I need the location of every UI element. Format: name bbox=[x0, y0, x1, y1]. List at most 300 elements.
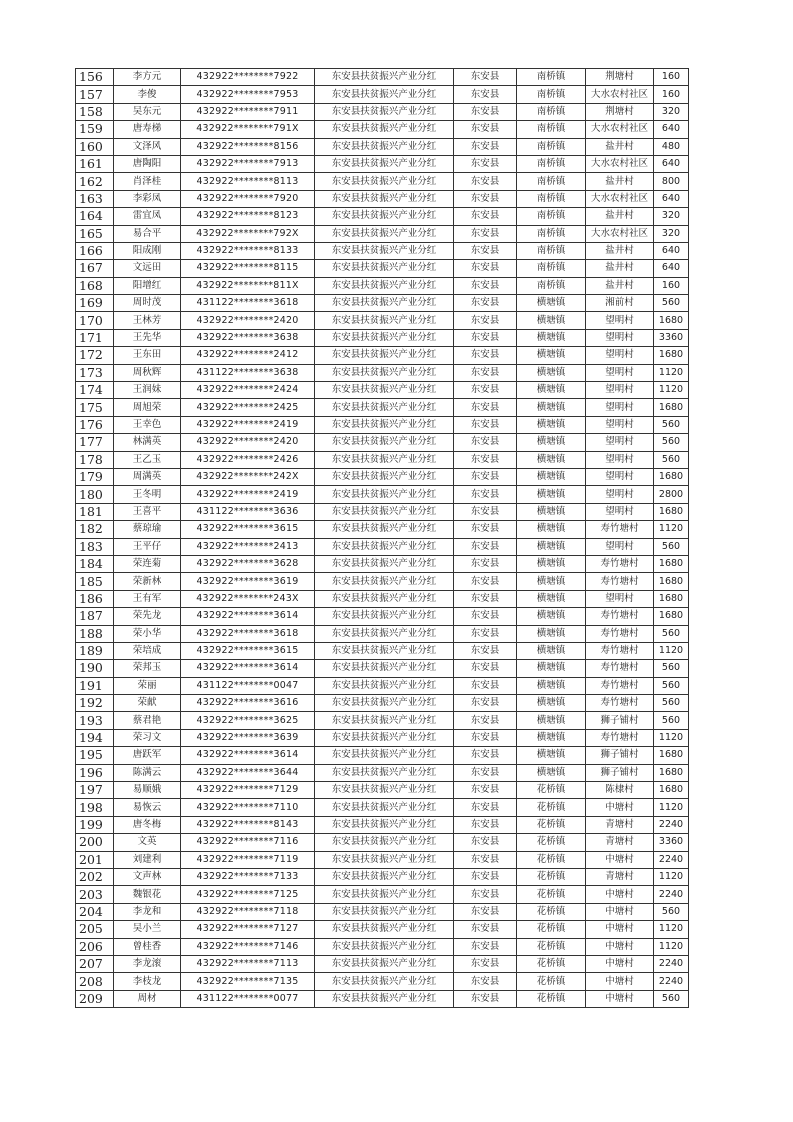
town-cell: 横塘镇 bbox=[517, 347, 586, 364]
village-cell: 陈棣村 bbox=[586, 782, 654, 799]
payout-item-cell: 东安县扶贫振兴产业分红 bbox=[315, 416, 454, 433]
amount-cell: 560 bbox=[654, 451, 689, 468]
amount-cell: 560 bbox=[654, 416, 689, 433]
town-cell: 横塘镇 bbox=[517, 295, 586, 312]
county-cell: 东安县 bbox=[454, 590, 517, 607]
payout-item-cell: 东安县扶贫振兴产业分红 bbox=[315, 538, 454, 555]
amount-cell: 1120 bbox=[654, 868, 689, 885]
recipient-name-cell: 王喜平 bbox=[114, 503, 181, 520]
table-row bbox=[76, 782, 689, 799]
county-cell: 东安县 bbox=[454, 329, 517, 346]
amount-cell: 1680 bbox=[654, 590, 689, 607]
county-cell: 东安县 bbox=[454, 625, 517, 642]
id-number-cell: 432922********7125 bbox=[181, 886, 315, 903]
county-cell: 东安县 bbox=[454, 816, 517, 833]
town-cell: 横塘镇 bbox=[517, 590, 586, 607]
village-cell: 中塘村 bbox=[586, 938, 654, 955]
county-cell: 东安县 bbox=[454, 208, 517, 225]
village-cell: 盐井村 bbox=[586, 138, 654, 155]
county-cell: 东安县 bbox=[454, 990, 517, 1007]
payout-item-cell: 东安县扶贫振兴产业分红 bbox=[315, 173, 454, 190]
recipient-name-cell: 文远田 bbox=[114, 260, 181, 277]
county-cell: 东安县 bbox=[454, 782, 517, 799]
recipient-name-cell: 王乙玉 bbox=[114, 451, 181, 468]
town-cell: 横塘镇 bbox=[517, 747, 586, 764]
amount-cell: 640 bbox=[654, 242, 689, 259]
row-number-cell: 189 bbox=[76, 642, 114, 659]
village-cell: 青塘村 bbox=[586, 834, 654, 851]
county-cell: 东安县 bbox=[454, 260, 517, 277]
payout-item-cell: 东安县扶贫振兴产业分红 bbox=[315, 608, 454, 625]
county-cell: 东安县 bbox=[454, 573, 517, 590]
recipient-name-cell: 李枝龙 bbox=[114, 973, 181, 990]
payout-item-cell: 东安县扶贫振兴产业分红 bbox=[315, 921, 454, 938]
town-cell: 南桥镇 bbox=[517, 208, 586, 225]
amount-cell: 320 bbox=[654, 103, 689, 120]
table-row bbox=[76, 903, 689, 920]
table-row bbox=[76, 503, 689, 520]
row-number-cell: 168 bbox=[76, 277, 114, 294]
amount-cell: 1680 bbox=[654, 573, 689, 590]
recipient-name-cell: 易恢云 bbox=[114, 799, 181, 816]
county-cell: 东安县 bbox=[454, 660, 517, 677]
payout-item-cell: 东安县扶贫振兴产业分红 bbox=[315, 938, 454, 955]
id-number-cell: 432922********8143 bbox=[181, 816, 315, 833]
county-cell: 东安县 bbox=[454, 312, 517, 329]
id-number-cell: 432922********242X bbox=[181, 468, 315, 485]
payout-item-cell: 东安县扶贫振兴产业分红 bbox=[315, 486, 454, 503]
amount-cell: 640 bbox=[654, 155, 689, 172]
village-cell: 寿竹塘村 bbox=[586, 660, 654, 677]
row-number-cell: 164 bbox=[76, 208, 114, 225]
row-number-cell: 196 bbox=[76, 764, 114, 781]
county-cell: 东安县 bbox=[454, 103, 517, 120]
table-row bbox=[76, 329, 689, 346]
id-number-cell: 432922********7146 bbox=[181, 938, 315, 955]
table-row bbox=[76, 347, 689, 364]
recipient-name-cell: 周满英 bbox=[114, 468, 181, 485]
town-cell: 横塘镇 bbox=[517, 695, 586, 712]
amount-cell: 640 bbox=[654, 121, 689, 138]
row-number-cell: 170 bbox=[76, 312, 114, 329]
table-row bbox=[76, 555, 689, 572]
id-number-cell: 431122********0077 bbox=[181, 990, 315, 1007]
row-number-cell: 206 bbox=[76, 938, 114, 955]
amount-cell: 800 bbox=[654, 173, 689, 190]
payout-item-cell: 东安县扶贫振兴产业分红 bbox=[315, 660, 454, 677]
row-number-cell: 200 bbox=[76, 834, 114, 851]
county-cell: 东安县 bbox=[454, 468, 517, 485]
table-row bbox=[76, 625, 689, 642]
county-cell: 东安县 bbox=[454, 69, 517, 86]
recipient-name-cell: 荣新林 bbox=[114, 573, 181, 590]
county-cell: 东安县 bbox=[454, 799, 517, 816]
table-row bbox=[76, 434, 689, 451]
id-number-cell: 432922********3616 bbox=[181, 695, 315, 712]
table-row bbox=[76, 695, 689, 712]
town-cell: 南桥镇 bbox=[517, 260, 586, 277]
id-number-cell: 432922********8123 bbox=[181, 208, 315, 225]
id-number-cell: 431122********0047 bbox=[181, 677, 315, 694]
amount-cell: 2800 bbox=[654, 486, 689, 503]
town-cell: 南桥镇 bbox=[517, 138, 586, 155]
amount-cell: 2240 bbox=[654, 955, 689, 972]
table-row bbox=[76, 208, 689, 225]
row-number-cell: 204 bbox=[76, 903, 114, 920]
row-number-cell: 161 bbox=[76, 155, 114, 172]
recipient-name-cell: 周时茂 bbox=[114, 295, 181, 312]
table-row bbox=[76, 747, 689, 764]
town-cell: 南桥镇 bbox=[517, 103, 586, 120]
amount-cell: 2240 bbox=[654, 973, 689, 990]
county-cell: 东安县 bbox=[454, 399, 517, 416]
id-number-cell: 431122********3636 bbox=[181, 503, 315, 520]
id-number-cell: 432922********7129 bbox=[181, 782, 315, 799]
village-cell: 寿竹塘村 bbox=[586, 729, 654, 746]
village-cell: 青塘村 bbox=[586, 868, 654, 885]
table-row bbox=[76, 155, 689, 172]
id-number-cell: 432922********7118 bbox=[181, 903, 315, 920]
village-cell: 寿竹塘村 bbox=[586, 677, 654, 694]
village-cell: 狮子铺村 bbox=[586, 764, 654, 781]
county-cell: 东安县 bbox=[454, 921, 517, 938]
row-number-cell: 193 bbox=[76, 712, 114, 729]
village-cell: 寿竹塘村 bbox=[586, 573, 654, 590]
county-cell: 东安县 bbox=[454, 695, 517, 712]
amount-cell: 1120 bbox=[654, 382, 689, 399]
recipient-name-cell: 文英 bbox=[114, 834, 181, 851]
payout-item-cell: 东安县扶贫振兴产业分红 bbox=[315, 677, 454, 694]
table-row bbox=[76, 677, 689, 694]
town-cell: 南桥镇 bbox=[517, 155, 586, 172]
row-number-cell: 201 bbox=[76, 851, 114, 868]
town-cell: 横塘镇 bbox=[517, 573, 586, 590]
id-number-cell: 432922********8133 bbox=[181, 242, 315, 259]
table-row bbox=[76, 451, 689, 468]
village-cell: 盐井村 bbox=[586, 208, 654, 225]
village-cell: 盐井村 bbox=[586, 242, 654, 259]
recipient-name-cell: 刘建利 bbox=[114, 851, 181, 868]
row-number-cell: 203 bbox=[76, 886, 114, 903]
recipient-name-cell: 周旭荣 bbox=[114, 399, 181, 416]
table-row bbox=[76, 416, 689, 433]
county-cell: 东安县 bbox=[454, 886, 517, 903]
village-cell: 中塘村 bbox=[586, 886, 654, 903]
village-cell: 望明村 bbox=[586, 364, 654, 381]
town-cell: 横塘镇 bbox=[517, 608, 586, 625]
recipient-name-cell: 曾桂香 bbox=[114, 938, 181, 955]
amount-cell: 1120 bbox=[654, 938, 689, 955]
id-number-cell: 432922********243X bbox=[181, 590, 315, 607]
payout-item-cell: 东安县扶贫振兴产业分红 bbox=[315, 468, 454, 485]
payout-item-cell: 东安县扶贫振兴产业分红 bbox=[315, 990, 454, 1007]
amount-cell: 560 bbox=[654, 538, 689, 555]
amount-cell: 160 bbox=[654, 69, 689, 86]
table-row bbox=[76, 382, 689, 399]
id-number-cell: 432922********2419 bbox=[181, 486, 315, 503]
amount-cell: 1120 bbox=[654, 521, 689, 538]
id-number-cell: 432922********811X bbox=[181, 277, 315, 294]
recipient-name-cell: 吴小兰 bbox=[114, 921, 181, 938]
table-row bbox=[76, 364, 689, 381]
payout-item-cell: 东安县扶贫振兴产业分红 bbox=[315, 729, 454, 746]
id-number-cell: 432922********7113 bbox=[181, 955, 315, 972]
table-row bbox=[76, 938, 689, 955]
town-cell: 横塘镇 bbox=[517, 329, 586, 346]
recipient-name-cell: 肖泽桂 bbox=[114, 173, 181, 190]
town-cell: 南桥镇 bbox=[517, 121, 586, 138]
row-number-cell: 186 bbox=[76, 590, 114, 607]
id-number-cell: 432922********7110 bbox=[181, 799, 315, 816]
county-cell: 东安县 bbox=[454, 86, 517, 103]
id-number-cell: 432922********7119 bbox=[181, 851, 315, 868]
table-row bbox=[76, 538, 689, 555]
town-cell: 横塘镇 bbox=[517, 382, 586, 399]
county-cell: 东安县 bbox=[454, 903, 517, 920]
recipient-name-cell: 文声林 bbox=[114, 868, 181, 885]
town-cell: 横塘镇 bbox=[517, 625, 586, 642]
id-number-cell: 432922********3614 bbox=[181, 747, 315, 764]
row-number-cell: 159 bbox=[76, 121, 114, 138]
amount-cell: 2240 bbox=[654, 851, 689, 868]
recipient-name-cell: 荣丽 bbox=[114, 677, 181, 694]
amount-cell: 1120 bbox=[654, 729, 689, 746]
county-cell: 东安县 bbox=[454, 729, 517, 746]
row-number-cell: 202 bbox=[76, 868, 114, 885]
recipient-name-cell: 唐陶阳 bbox=[114, 155, 181, 172]
payout-item-cell: 东安县扶贫振兴产业分红 bbox=[315, 695, 454, 712]
recipient-name-cell: 唐寿梯 bbox=[114, 121, 181, 138]
row-number-cell: 176 bbox=[76, 416, 114, 433]
id-number-cell: 432922********3628 bbox=[181, 555, 315, 572]
town-cell: 横塘镇 bbox=[517, 677, 586, 694]
town-cell: 花桥镇 bbox=[517, 903, 586, 920]
county-cell: 东安县 bbox=[454, 747, 517, 764]
row-number-cell: 174 bbox=[76, 382, 114, 399]
row-number-cell: 197 bbox=[76, 782, 114, 799]
row-number-cell: 199 bbox=[76, 816, 114, 833]
payout-item-cell: 东安县扶贫振兴产业分红 bbox=[315, 225, 454, 242]
payout-item-cell: 东安县扶贫振兴产业分红 bbox=[315, 555, 454, 572]
village-cell: 望明村 bbox=[586, 312, 654, 329]
row-number-cell: 160 bbox=[76, 138, 114, 155]
payout-item-cell: 东安县扶贫振兴产业分红 bbox=[315, 712, 454, 729]
town-cell: 横塘镇 bbox=[517, 660, 586, 677]
recipient-name-cell: 蔡君艳 bbox=[114, 712, 181, 729]
payout-item-cell: 东安县扶贫振兴产业分红 bbox=[315, 747, 454, 764]
town-cell: 花桥镇 bbox=[517, 886, 586, 903]
amount-cell: 160 bbox=[654, 277, 689, 294]
id-number-cell: 432922********2426 bbox=[181, 451, 315, 468]
row-number-cell: 165 bbox=[76, 225, 114, 242]
payout-item-cell: 东安县扶贫振兴产业分红 bbox=[315, 260, 454, 277]
id-number-cell: 432922********8113 bbox=[181, 173, 315, 190]
county-cell: 东安县 bbox=[454, 138, 517, 155]
id-number-cell: 432922********8156 bbox=[181, 138, 315, 155]
table-row bbox=[76, 69, 689, 86]
id-number-cell: 432922********3615 bbox=[181, 642, 315, 659]
county-cell: 东安县 bbox=[454, 416, 517, 433]
recipient-name-cell: 陈满云 bbox=[114, 764, 181, 781]
amount-cell: 1680 bbox=[654, 782, 689, 799]
table-row bbox=[76, 260, 689, 277]
village-cell: 盐井村 bbox=[586, 173, 654, 190]
amount-cell: 320 bbox=[654, 225, 689, 242]
id-number-cell: 432922********7133 bbox=[181, 868, 315, 885]
town-cell: 横塘镇 bbox=[517, 451, 586, 468]
village-cell: 望明村 bbox=[586, 538, 654, 555]
id-number-cell: 432922********3618 bbox=[181, 625, 315, 642]
table-row bbox=[76, 295, 689, 312]
recipient-name-cell: 周材 bbox=[114, 990, 181, 1007]
recipient-name-cell: 吴东元 bbox=[114, 103, 181, 120]
payout-item-cell: 东安县扶贫振兴产业分红 bbox=[315, 329, 454, 346]
table-row bbox=[76, 990, 689, 1007]
payout-item-cell: 东安县扶贫振兴产业分红 bbox=[315, 295, 454, 312]
county-cell: 东安县 bbox=[454, 155, 517, 172]
amount-cell: 560 bbox=[654, 677, 689, 694]
amount-cell: 560 bbox=[654, 295, 689, 312]
county-cell: 东安县 bbox=[454, 347, 517, 364]
village-cell: 望明村 bbox=[586, 590, 654, 607]
recipient-name-cell: 魏银花 bbox=[114, 886, 181, 903]
row-number-cell: 183 bbox=[76, 538, 114, 555]
payout-item-cell: 东安县扶贫振兴产业分红 bbox=[315, 277, 454, 294]
amount-cell: 1120 bbox=[654, 799, 689, 816]
county-cell: 东安县 bbox=[454, 851, 517, 868]
amount-cell: 1680 bbox=[654, 399, 689, 416]
county-cell: 东安县 bbox=[454, 173, 517, 190]
village-cell: 盐井村 bbox=[586, 260, 654, 277]
table-row bbox=[76, 242, 689, 259]
id-number-cell: 432922********2419 bbox=[181, 416, 315, 433]
row-number-cell: 162 bbox=[76, 173, 114, 190]
payout-item-cell: 东安县扶贫振兴产业分红 bbox=[315, 625, 454, 642]
recipient-name-cell: 林满英 bbox=[114, 434, 181, 451]
village-cell: 大水农村社区 bbox=[586, 86, 654, 103]
payout-item-cell: 东安县扶贫振兴产业分红 bbox=[315, 208, 454, 225]
town-cell: 南桥镇 bbox=[517, 86, 586, 103]
table-row bbox=[76, 138, 689, 155]
recipient-name-cell: 王润妹 bbox=[114, 382, 181, 399]
county-cell: 东安县 bbox=[454, 364, 517, 381]
amount-cell: 1120 bbox=[654, 364, 689, 381]
amount-cell: 2240 bbox=[654, 886, 689, 903]
row-number-cell: 181 bbox=[76, 503, 114, 520]
id-number-cell: 432922********2420 bbox=[181, 434, 315, 451]
recipient-name-cell: 蔡琼瑜 bbox=[114, 521, 181, 538]
village-cell: 中塘村 bbox=[586, 921, 654, 938]
village-cell: 中塘村 bbox=[586, 903, 654, 920]
id-number-cell: 432922********2425 bbox=[181, 399, 315, 416]
village-cell: 寿竹塘村 bbox=[586, 695, 654, 712]
payout-item-cell: 东安县扶贫振兴产业分红 bbox=[315, 503, 454, 520]
row-number-cell: 177 bbox=[76, 434, 114, 451]
row-number-cell: 195 bbox=[76, 747, 114, 764]
id-number-cell: 432922********7920 bbox=[181, 190, 315, 207]
town-cell: 花桥镇 bbox=[517, 851, 586, 868]
county-cell: 东安县 bbox=[454, 242, 517, 259]
table-row bbox=[76, 642, 689, 659]
payout-item-cell: 东安县扶贫振兴产业分红 bbox=[315, 816, 454, 833]
id-number-cell: 432922********7953 bbox=[181, 86, 315, 103]
payout-item-cell: 东安县扶贫振兴产业分红 bbox=[315, 764, 454, 781]
amount-cell: 640 bbox=[654, 190, 689, 207]
town-cell: 横塘镇 bbox=[517, 712, 586, 729]
amount-cell: 560 bbox=[654, 990, 689, 1007]
town-cell: 横塘镇 bbox=[517, 399, 586, 416]
recipient-name-cell: 唐跃军 bbox=[114, 747, 181, 764]
town-cell: 南桥镇 bbox=[517, 190, 586, 207]
recipient-name-cell: 李龙滚 bbox=[114, 955, 181, 972]
recipient-name-cell: 唐冬梅 bbox=[114, 816, 181, 833]
county-cell: 东安县 bbox=[454, 295, 517, 312]
payout-table-page bbox=[75, 68, 688, 1008]
town-cell: 横塘镇 bbox=[517, 729, 586, 746]
recipient-name-cell: 王平仔 bbox=[114, 538, 181, 555]
payout-table bbox=[75, 68, 689, 1008]
payout-item-cell: 东安县扶贫振兴产业分红 bbox=[315, 851, 454, 868]
amount-cell: 560 bbox=[654, 660, 689, 677]
payout-item-cell: 东安县扶贫振兴产业分红 bbox=[315, 399, 454, 416]
payout-item-cell: 东安县扶贫振兴产业分红 bbox=[315, 590, 454, 607]
payout-item-cell: 东安县扶贫振兴产业分红 bbox=[315, 155, 454, 172]
table-row bbox=[76, 225, 689, 242]
village-cell: 寿竹塘村 bbox=[586, 521, 654, 538]
amount-cell: 1680 bbox=[654, 608, 689, 625]
row-number-cell: 180 bbox=[76, 486, 114, 503]
town-cell: 横塘镇 bbox=[517, 364, 586, 381]
amount-cell: 1120 bbox=[654, 642, 689, 659]
county-cell: 东安县 bbox=[454, 973, 517, 990]
county-cell: 东安县 bbox=[454, 555, 517, 572]
recipient-name-cell: 李彩凤 bbox=[114, 190, 181, 207]
amount-cell: 160 bbox=[654, 86, 689, 103]
amount-cell: 3360 bbox=[654, 834, 689, 851]
town-cell: 花桥镇 bbox=[517, 834, 586, 851]
town-cell: 横塘镇 bbox=[517, 503, 586, 520]
row-number-cell: 173 bbox=[76, 364, 114, 381]
payout-item-cell: 东安县扶贫振兴产业分红 bbox=[315, 886, 454, 903]
id-number-cell: 432922********792X bbox=[181, 225, 315, 242]
payout-item-cell: 东安县扶贫振兴产业分红 bbox=[315, 451, 454, 468]
amount-cell: 1680 bbox=[654, 468, 689, 485]
row-number-cell: 198 bbox=[76, 799, 114, 816]
recipient-name-cell: 周秋辉 bbox=[114, 364, 181, 381]
table-row bbox=[76, 955, 689, 972]
town-cell: 横塘镇 bbox=[517, 434, 586, 451]
village-cell: 寿竹塘村 bbox=[586, 608, 654, 625]
county-cell: 东安县 bbox=[454, 938, 517, 955]
village-cell: 湘前村 bbox=[586, 295, 654, 312]
row-number-cell: 185 bbox=[76, 573, 114, 590]
id-number-cell: 432922********3644 bbox=[181, 764, 315, 781]
table-row bbox=[76, 103, 689, 120]
payout-item-cell: 东安县扶贫振兴产业分红 bbox=[315, 782, 454, 799]
county-cell: 东安县 bbox=[454, 834, 517, 851]
recipient-name-cell: 易顺娥 bbox=[114, 782, 181, 799]
amount-cell: 1680 bbox=[654, 312, 689, 329]
id-number-cell: 432922********7911 bbox=[181, 103, 315, 120]
table-row bbox=[76, 399, 689, 416]
recipient-name-cell: 易合平 bbox=[114, 225, 181, 242]
recipient-name-cell: 王幸色 bbox=[114, 416, 181, 433]
amount-cell: 1120 bbox=[654, 921, 689, 938]
id-number-cell: 432922********3615 bbox=[181, 521, 315, 538]
county-cell: 东安县 bbox=[454, 955, 517, 972]
id-number-cell: 432922********7922 bbox=[181, 69, 315, 86]
amount-cell: 560 bbox=[654, 625, 689, 642]
